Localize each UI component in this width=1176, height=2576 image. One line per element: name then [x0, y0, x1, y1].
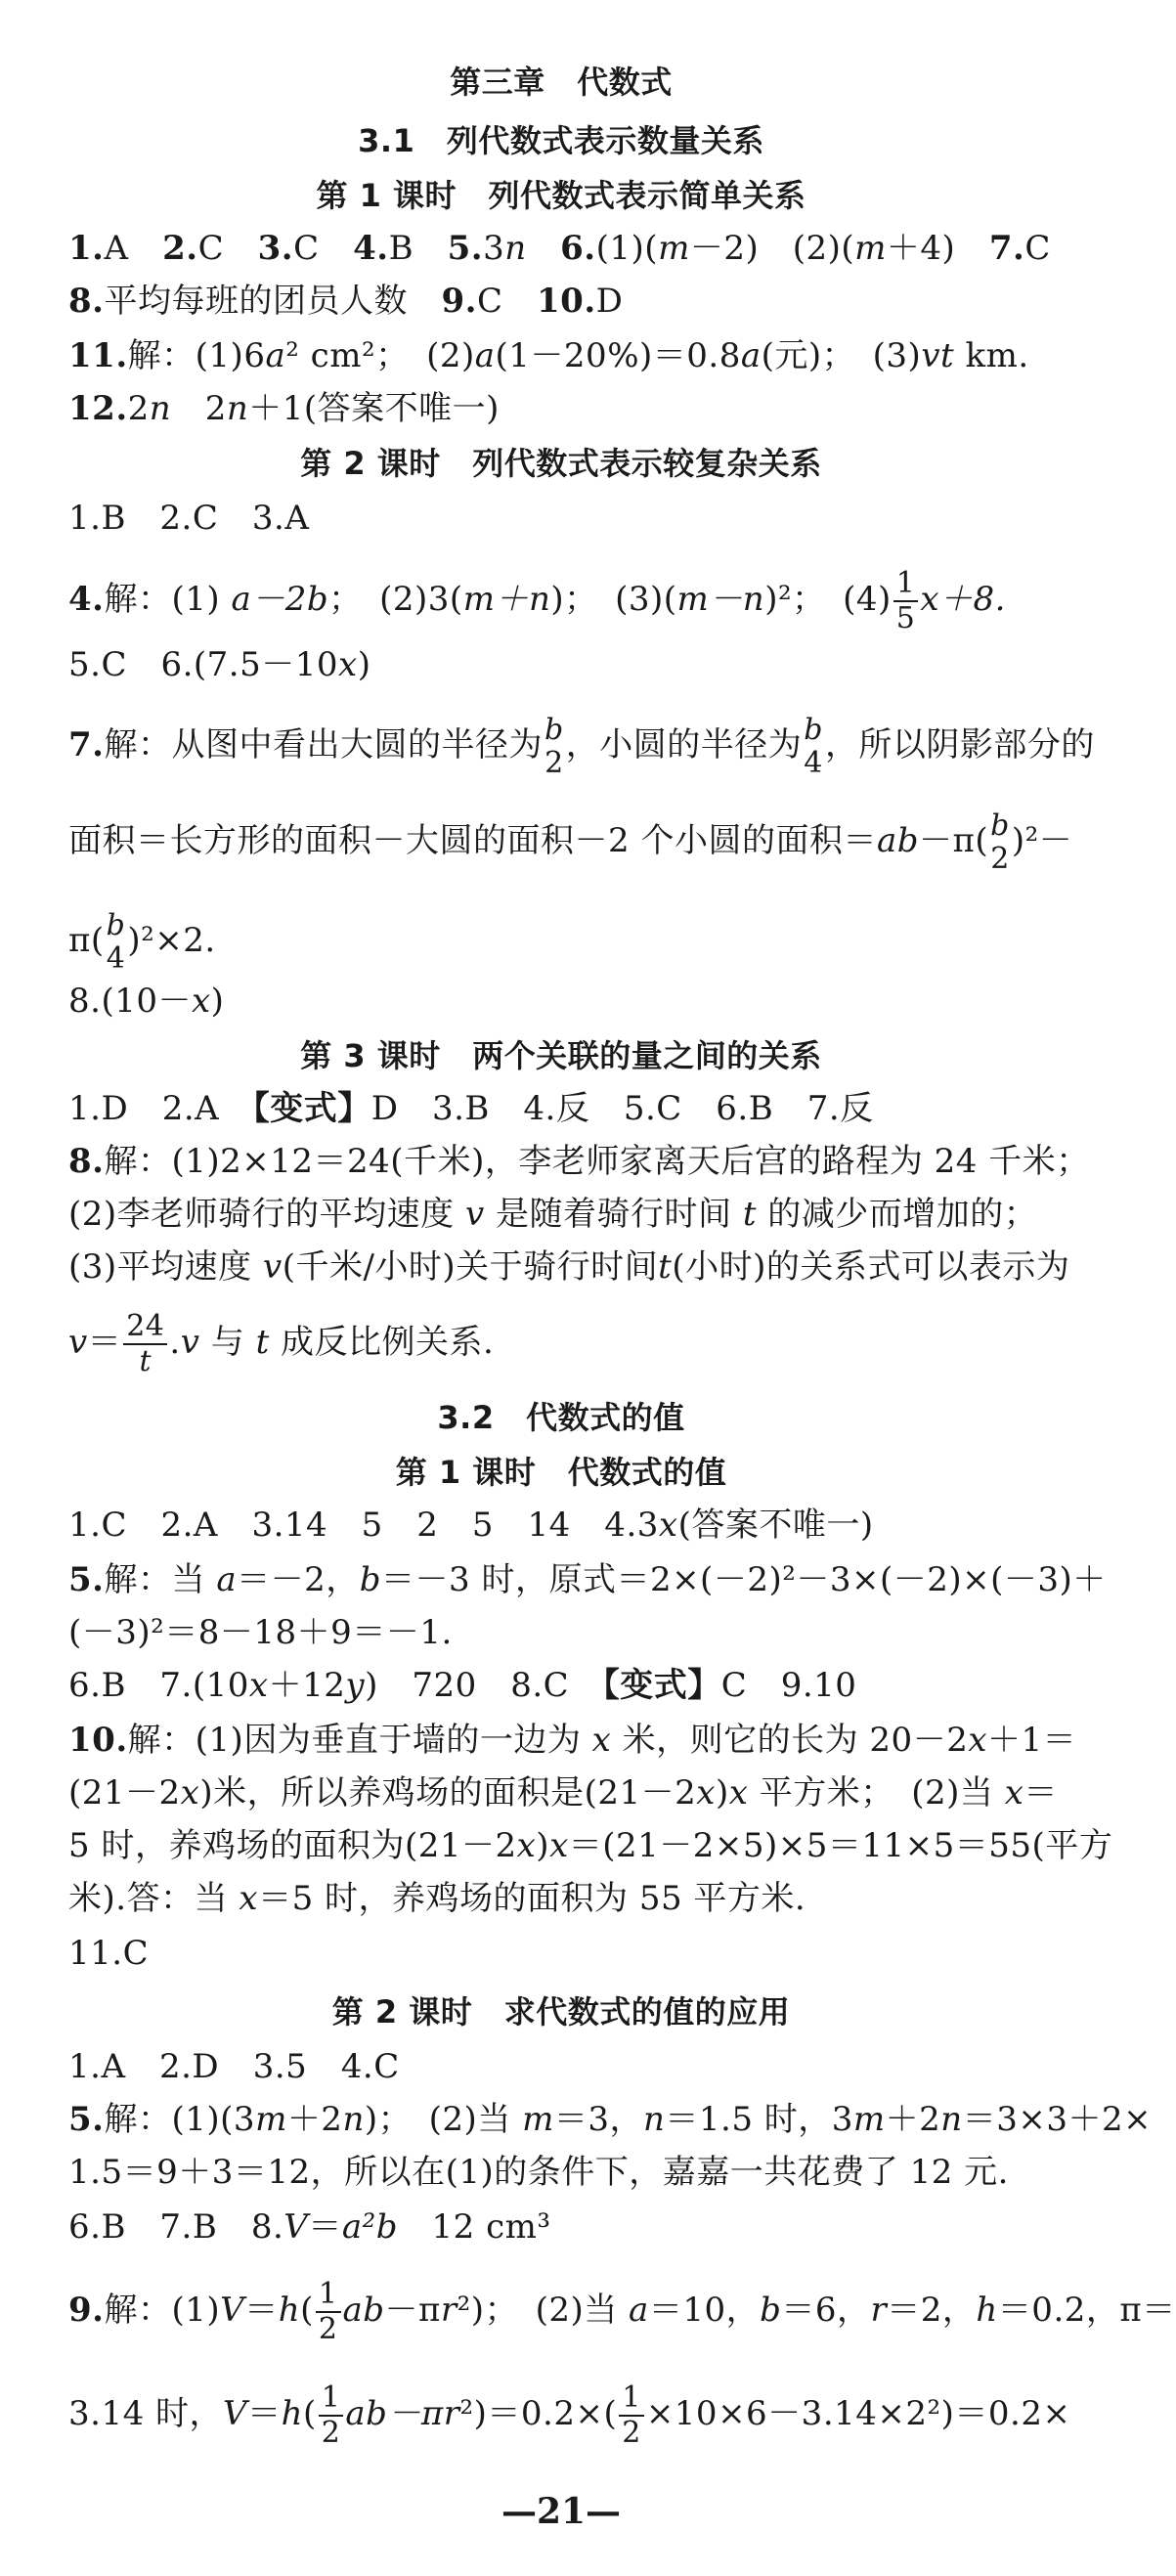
fraction: b 2: [544, 713, 564, 780]
answer-line: 5.解：(1)(3m＋2n)； (2)当 m＝3，n＝1.5 时，3m＋2n＝3×3＋2×: [68, 2100, 1153, 2139]
page-number: —21—: [501, 2491, 622, 2532]
answer-line: (2)李老师骑行的平均速度 v 是随着骑行时间 t 的减少而增加的；: [68, 1195, 1038, 1234]
answer-line: (21－2x)米，所以养鸡场的面积是(21－2x)x 平方米； (2)当 x＝: [68, 1773, 1058, 1812]
lesson-title-3-2-1: 第 1 课时 代数式的值: [395, 1454, 727, 1491]
answer-line: 5 时，养鸡场的面积为(21－2x)x＝(21－2×5)×5＝11×5＝55(平方: [68, 1826, 1113, 1865]
answer-line: 8.(10－x): [68, 982, 225, 1021]
answer-line: 5.解：当 a＝－2，b＝－3 时，原式＝2×(－2)²－3×(－2)×(－3)＋: [68, 1560, 1107, 1599]
lesson-title-3-1-2: 第 2 课时 列代数式表示较复杂关系: [300, 445, 822, 482]
answer-line: 8.解：(1)2×12＝24(千米)，李老师家离天后宫的路程为 24 千米；: [68, 1142, 1090, 1181]
answer-line: 7.解：从图中看出大圆的半径为b 2 ，小圆的半径为b 4 ，所以阴影部分的: [68, 713, 1095, 780]
section-title-3-2: 3.2 代数式的值: [437, 1399, 685, 1436]
fraction: b 2: [990, 808, 1010, 876]
answer-line: 1.A 2.D 3.5 4.C: [68, 2047, 400, 2086]
section-title-3-1: 3.1 列代数式表示数量关系: [358, 122, 764, 159]
fraction: $\frac{1}{2}$: [319, 2381, 344, 2450]
fraction: b 4: [106, 908, 126, 976]
answer-line: π(b 4 )²×2.: [68, 908, 216, 976]
chapter-title: 第三章 代数式: [450, 64, 673, 101]
answer-line: 8.平均每班的团员人数 9.C 10.D: [68, 282, 624, 321]
answer-line: 12.2n 2n＋1(答案不唯一): [68, 389, 500, 428]
answer-line: 6.B 7.(10x＋12y) 720 8.C 【变式】C 9.10: [68, 1666, 857, 1705]
answer-line: 9.解：(1)V＝h( $\frac{1}{2}$ ab－πr²)； (2)当 a＝10，b＝6，r＝2，h＝0.2，π＝: [68, 2277, 1176, 2346]
lesson-title-3-1-3: 第 3 课时 两个关联的量之间的关系: [300, 1037, 822, 1074]
lesson-title-3-1-1: 第 1 课时 列代数式表示简单关系: [316, 177, 806, 214]
answer-line: 1.C 2.A 3.14 5 2 5 14 4.3x(答案不唯一): [68, 1506, 874, 1545]
answer-line: 1.5＝9＋3＝12，所以在(1)的条件下，嘉嘉一共花费了 12 元.: [68, 2153, 1009, 2192]
fraction: $\frac{1}{2}$: [316, 2278, 341, 2346]
answer-line: 6.B 7.B 8.V＝a²b 12 cm³: [68, 2207, 551, 2247]
answer-line: 5.C 6.(7.5－10x): [68, 645, 371, 684]
answer-line: 面积＝长方形的面积－大圆的面积－2 个小圆的面积＝ab－π(b 2 )²－: [68, 808, 1073, 876]
answer-line: 1.B 2.C 3.A: [68, 499, 310, 538]
answer-line: 3.14 时，V＝h( $\frac{1}{2}$ ab－πr²)＝0.2×( $\frac{1}{2}$ ×10×6－3.14×2²)＝0.2×: [68, 2380, 1071, 2450]
fraction: $\frac{1}{2}$: [619, 2381, 644, 2450]
answer-line: 米).答：当 x＝5 时，养鸡场的面积为 55 平方米.: [68, 1879, 806, 1918]
answer-line: 11.C: [68, 1934, 150, 1973]
answer-line: 10.解：(1)因为垂直于墙的一边为 x 米，则它的长为 20－2x＋1＝: [68, 1721, 1077, 1760]
answer-line: 4.解：(1) a－2b； (2)3(m＋n)； (3)(m－n)²； (4) $\frac{1}{5}$ x＋8.: [68, 566, 1006, 635]
answer-line: (－3)²＝8－18＋9＝－1.: [68, 1613, 453, 1652]
fraction: b 4: [804, 713, 823, 780]
fraction: $\frac{1}{5}$: [893, 567, 919, 635]
answer-line: 1.A 2.C 3.C 4.B 5.3n 6.(1)(m－2) (2)(m＋4) 7.C: [68, 229, 1051, 268]
answer-line: v＝ $\frac{24}{t}.v$ 与 t 成反比例关系.: [68, 1309, 495, 1378]
answer-line: 11.解：(1)6a² cm²； (2)a(1－20%)＝0.8a(元)； (3)vt km.: [68, 336, 1029, 375]
lesson-title-3-2-2: 第 2 课时 求代数式的值的应用: [331, 1993, 791, 2030]
answer-line: 1.D 2.A 【变式】D 3.B 4.反 5.C 6.B 7.反: [68, 1089, 874, 1128]
fraction: $\frac{24}{t}$: [123, 1310, 167, 1378]
answer-line: (3)平均速度 v(千米/小时)关于骑行时间t(小时)的关系式可以表示为: [68, 1247, 1070, 1287]
